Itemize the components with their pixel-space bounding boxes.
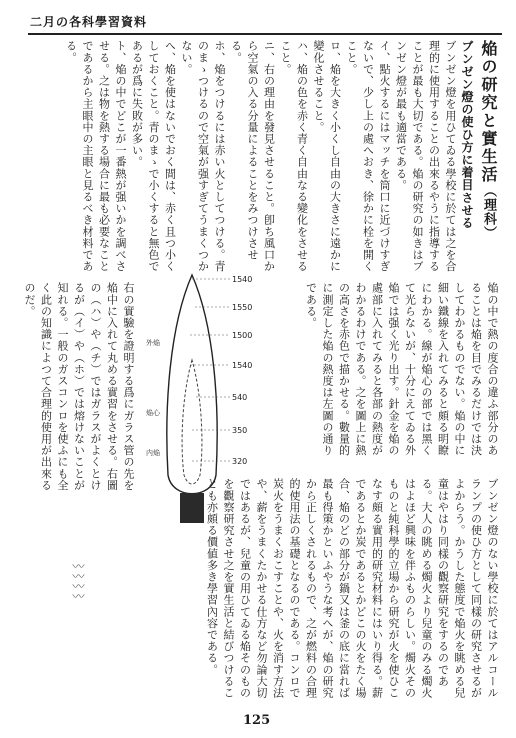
temp-label-3: 1500 xyxy=(232,331,253,340)
temp-markers xyxy=(190,275,252,466)
list-item-ho: ホ、焔をつけるには赤い火としてつける。青のまゝつけるので空氣が强すぎてうまくつかない。 xyxy=(180,40,226,272)
temp-label-1: 1540 xyxy=(232,275,253,284)
header-rule xyxy=(28,33,502,35)
temp-label-4: 1540 xyxy=(232,361,253,370)
title-text: 焔の研究と實生活 xyxy=(479,40,498,184)
body-paragraph-4: ブンゼン燈のない學校に於てはアルコールランプの使ひ方として同樣の研究させるがよからう。かうした態度で焔火を眺める兒童はやはり同樣の觀察研究をするのである。大人の眺める燭火より兒童のみる燭火はよほど興味を伴ふものらしい。燭火そのものと純科學的立場から研究が火を使ひこなす頗る實用的研究材料にはいり得る。薪であるとか炭であるとかどこの火をたく場合、焔のどの部分が鍋又は釜の底に當れば最も得策かといふやうな考へが、焔の研究から正しくされるもので、之が燃料の合理的使用法の基礎となるのである。コンロで炭火をうまくおこすことや、火を消す方法や、薪をうまくたかせる仕方など勿論大切ではあるが、兒童の用ひてゐる焔そのものを觀察研究させ之を實生活と結びつけることも亦頗る價値多き學習內容である。 xyxy=(205,478,499,699)
body-paragraph-2: 焔の中で熱の度合の違ふ部分のあることは焔を目でみるだけでは決してわかるものでない。焔の中に細い鐵線を入れてみると頗る明瞭にわかる。線が焔心の部では黑くて光らないが、十分にえてゐる外焔では强く光り出す。針金を焔の處部に入れてみると各部の熱度がわかるわけである。之を圖上に熱の高さを赤色で描かせる。數量的に測定した焔の熱度は左圖の通りである。 xyxy=(304,282,499,456)
temp-label-5: 540 xyxy=(232,393,248,402)
list-item-ha: ハ、焔の色を赤く青く自由なる變化をさせること。 xyxy=(279,40,309,272)
page-number: 125 xyxy=(243,713,271,728)
body-paragraph-3: 右の實驗を證明する爲にガラス管の先を焔中に入れて丸める實習をさせる。右圖の（ハ）や（チ）ではガラスがよくとけるが（イ）や（ホ）では熔けないことが知れる。一般のガスコンロを使ふにも全く此の知識によつて合理的使用が出來るのだ。 xyxy=(23,282,135,491)
list-item-he: へ、焔を使はないでおく間は、赤く且つ小くしておくこと。青のまゝで小くすると無色であるが爲に失敗が多い。 xyxy=(130,40,177,272)
intro-paragraph: ブンゼン燈を用ひてゐる學校に於ては之を合理的に使用することの出來るやうに指導することが最も大切である。焔の研究の如きはブンゼン燈が最も適當である。 xyxy=(394,40,457,272)
body-col4 xyxy=(120,478,500,703)
running-head: 二月の各科學習資料 xyxy=(30,15,148,29)
temp-label-6: 350 xyxy=(232,426,248,435)
temp-label-2: 1550 xyxy=(232,303,253,312)
list-item-ro: ロ、焔を大きく小くし自由の大きさに遠かに變化させること。 xyxy=(312,40,342,272)
zone-label-outer: 外焔 xyxy=(146,339,160,347)
body-col2 xyxy=(275,282,500,462)
section-end-ornament: 〰〰〰〰 xyxy=(71,560,85,600)
zone-label-core: 焔心 xyxy=(146,409,160,417)
list-item-i: イ、點火するにはマッチを筒口に近づけすぎないで、少し上の處へおき、徐かに栓を開くこと。 xyxy=(345,40,391,272)
section-head: ブンゼン燈の使ひ方に着目させる xyxy=(460,40,474,229)
body-col3 xyxy=(23,282,136,502)
subject-tag: （理科） xyxy=(481,184,496,240)
list-item-to: ト、焔の中でどこが一番熱が强いかを調べさせる。之は物を熱する場合に最も必要なことであるから主眼中の主眼と見るべき材料である。 xyxy=(64,40,127,272)
inner-cone xyxy=(182,360,202,484)
zone-label-inner: 内焔 xyxy=(146,449,160,457)
list-item-ni: ニ、右の理由を發見させること。卽ち風口から空氣の入る分量によることをみつけさせる。 xyxy=(229,40,276,272)
article-top-block xyxy=(20,40,500,275)
article-title xyxy=(476,40,500,275)
temp-label-7: 320 xyxy=(232,457,248,466)
zone-labels xyxy=(146,338,161,457)
